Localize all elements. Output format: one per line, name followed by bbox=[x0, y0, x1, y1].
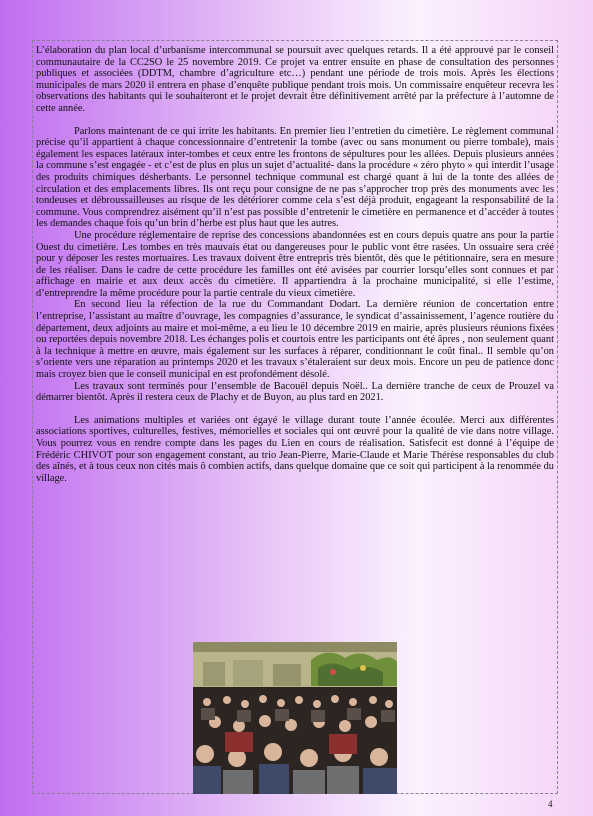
paragraph-cimetiere: Parlons maintenant de ce qui irrite les habitants. En premier lieu l’entretien du cimetière. Le règlement communal précise qu’il appartient à chaque concessionnaire d’entretenir la tombe (avec ou sans monument ou pierre tombale), mais également les espaces latéraux inter-tombes et ceux entre les frontons de sépultures pour les allées. Depuis plusieurs années la commune s’est engagée - et c’est de plus en plus un sujet d’actualité- dans la procédure « zéro phyto » qui interdit l’usage des produits chimiques désherbants. Le personnel technique communal est chargé quant à lui de la tonte des allées de circulation et des emplacements libres. Ils ont reçu pour consigne de ne pas s’approcher trop près des monuments avec les tondeuses et débroussailleuses au risque de les détériorer comme cela s’est déjà produit, engageant la responsabilité de la commune. Vous comprendrez aisément qu’il n’est pas possible d’entretenir le cimetière en permanence et d’accéder à toutes les demandes chaque fois qu’un brin d’herbe est plus haut que les autres. bbox=[36, 125, 554, 230]
paragraph-travaux: Les travaux sont terminés pour l’ensemble de Bacouël depuis Noël.. La dernière tranche de ceux de Prouzel va démarrer bientôt. Après il restera ceux de Plachy et de Buyon, au plus tard en 2021. bbox=[36, 380, 554, 404]
paragraph-animations: Les animations multiples et variées ont égayé le village durant toute l’année écoulée. Merci aux différentes associations sportives, culturelles, festives, mémorielles et sociales qui ont œuvré pour la qualité de vie dans notre village. Vous pourrez vous en rendre compte dans les pages du Lien en cours de réalisation. Satisfecit est donné à l’équipe de Frédéric CHIVOT pour son engagement constant, au trio Jean-Pierre, Marie-Claude et Marie Thérèse responsables du club des aînés, et à tous ceux non cités mais ô combien actifs, dans quelque domaine que ce soit qui participent à la renommée du village. bbox=[36, 414, 554, 484]
paragraph-gap bbox=[36, 404, 554, 415]
paragraph-plui: L’élaboration du plan local d’urbanisme intercommunal se poursuit avec quelques retards. Il a été approuvé par le conseil communautaire de la CC2SO le 25 novembre 2019. Ce projet va entrer ensuite en phase de consultation des personnes publiques et associées (DDTM, chambre d’agriculture etc…) pendant une période de trois mois. Après les élections municipales de mars 2020 il entrera en phase d’enquête publique pendant trois mois. Un commissaire enquêteur recevra les observations des habitants qui le souhaiteront et le projet devrait être définitivement arrêté par la préfecture à l’automne de cette année. bbox=[36, 45, 554, 114]
paragraph-gap bbox=[36, 115, 554, 126]
village-meeting-photo bbox=[193, 642, 397, 794]
article-body bbox=[36, 45, 554, 484]
page-number: 4 bbox=[548, 799, 553, 809]
paragraph-rue-dodart: En second lieu la réfection de la rue du Commandant Dodart. La dernière réunion de concertation entre l’entreprise, l’assistant au maître d’ouvrage, les compagnies d’assurance, le syndicat d’assainissement, l’agence routière du département, deux adjoints au maire et moi-même, a eu lieu le 10 décembre 2019 en mairie, après plusieurs réunions fixées ou reportées depuis novembre 2018. Les échanges polis et courtois entre les participants ont été âpres , non seulement quant à la technique à mettre en œuvre, mais également sur les surfaces à réparer, conditionnant le coût final.. Il semble qu’on s’oriente vers une réparation au printemps 2020 et les travaux s’étaleraient sur deux mois. Encore un peu de patience donc mais croyez bien que le conseil municipal en est profondément désolé. bbox=[36, 299, 554, 381]
paragraph-concessions: Une procédure réglementaire de reprise des concessions abandonnées est en cours depuis quatre ans pour la partie Ouest du cimetière. Les tombes en très mauvais état ou dangereuses pour le public vont être rasées. Un ossuaire sera créé pour y déposer les restes mortuaires. Les travaux doivent être entrepris très bientôt, dès que le pétitionnaire, sera en mesure de les réaliser. Dans le cadre de cette procédure les familles ont été avisées par courrier lorsqu’elles sont connues et par affichage en mairie et aux deux accès du cimetière. Il appartiendra à la prochaine municipalité, si elle l’estime, d’entreprendre la même procédure pour la partie centrale du vieux cimetière. bbox=[36, 229, 554, 299]
